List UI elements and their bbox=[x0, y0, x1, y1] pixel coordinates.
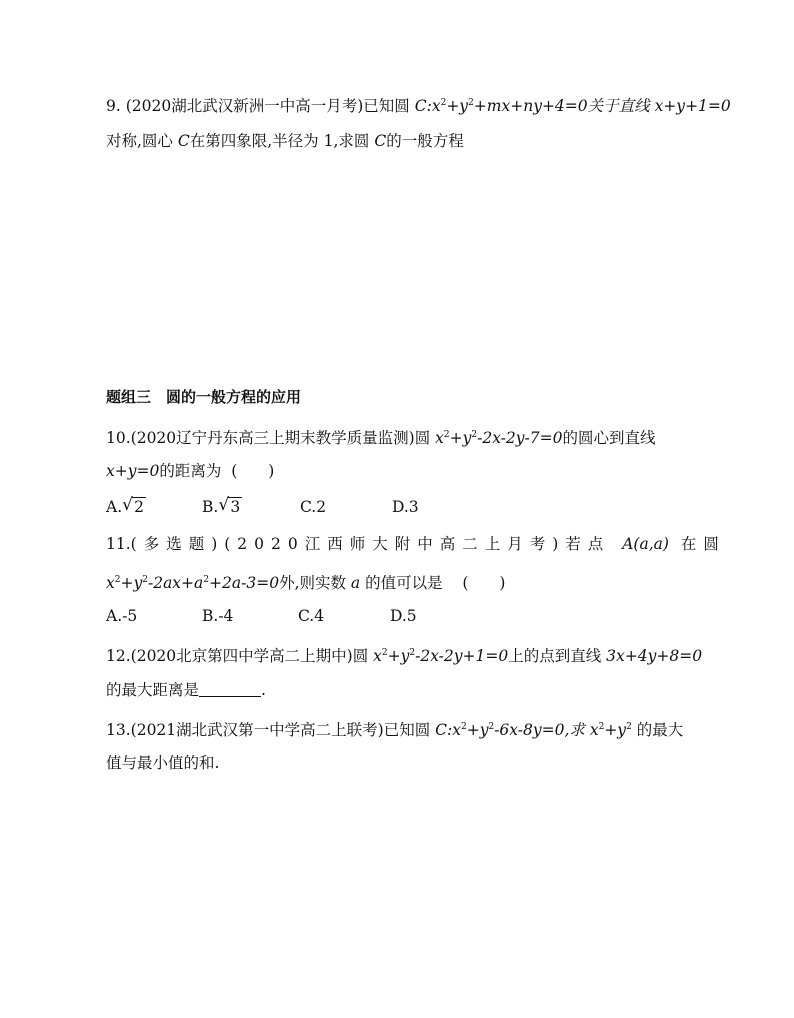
question-source: (2021湖北武汉第一中学高二上联考) bbox=[130, 721, 384, 739]
option-c: C.2 bbox=[300, 498, 327, 516]
question-number: 10. bbox=[106, 429, 131, 447]
question-source: (2020北京第四中学高二上期中) bbox=[130, 647, 353, 665]
question-number: 9. bbox=[106, 97, 121, 115]
option-d: D.3 bbox=[392, 498, 419, 516]
option-d: D.5 bbox=[390, 607, 417, 625]
math-expression: $x^2+y^2-2x-2y+1=0$ bbox=[373, 647, 509, 665]
question-source: (2020辽宁丹东高三上期末教学质量监测) bbox=[130, 429, 415, 447]
math-expression: $x^2+y^2-2ax+a^2+2a-3=0$ bbox=[106, 574, 280, 592]
question-10-options bbox=[106, 496, 419, 518]
question-number: 12. bbox=[106, 647, 131, 665]
math-expression: $C:x^2+y^2-6x-8y=0$,求 $x^2+y^2$ bbox=[435, 721, 632, 739]
question-13-line-2: 值与最小值的和. bbox=[106, 754, 220, 772]
option-c: C.4 bbox=[298, 607, 325, 625]
math-expression: $x^2+y^2-2x-2y-7=0$ bbox=[435, 429, 563, 447]
option-b: B. √ 3 bbox=[202, 495, 241, 516]
option-a: A.-5 bbox=[106, 607, 138, 625]
math-expression: $C:x^2+y^2+mx+ny+4=0$关于直线 x+y+1=0 bbox=[414, 97, 731, 115]
question-source: (2020湖北武汉新洲一中高一月考) bbox=[125, 97, 364, 115]
answer-bracket: ( ) bbox=[231, 462, 275, 480]
question-11-options bbox=[106, 605, 417, 627]
question-number: 11. bbox=[106, 535, 131, 553]
question-11-line-1: 11.(多选题)(2020江西师大附中高二上月考)若点 A(a,a) 在圆 bbox=[106, 535, 726, 553]
question-number: 13. bbox=[106, 721, 131, 739]
question-11-line-2: $x^2+y^2-2ax+a^2+2a-3=0$外,则实数 a 的值可以是 ( ) bbox=[106, 574, 506, 592]
answer-bracket: ( ) bbox=[462, 574, 506, 592]
section-heading: 题组三 圆的一般方程的应用 bbox=[106, 388, 302, 406]
question-10-line-1: 10.(2020辽宁丹东高三上期末教学质量监测)圆 $x^2+y^2-2x-2y-7=0$的圆心到直线 bbox=[106, 429, 656, 447]
question-12-line-1: 12.(2020北京第四中学高二上期中)圆 $x^2+y^2-2x-2y+1=0$上的点到直线 3x+4y+8=0 bbox=[106, 647, 703, 665]
question-9-line-2: 对称,圆心 C在第四象限,半径为 1,求圆 C的一般方程 bbox=[106, 132, 464, 150]
answer-blank[interactable] bbox=[199, 681, 261, 697]
question-12-line-2: 的最大距离是 . bbox=[106, 681, 266, 699]
option-a: A. √ 2 bbox=[106, 495, 144, 516]
question-13-line-1: 13.(2021湖北武汉第一中学高二上联考)已知圆 $C:x^2+y^2-6x-8y=0$,求 $x^2+y^2$ 的最大 bbox=[106, 721, 684, 739]
question-9-line-1: 9. (2020湖北武汉新洲一中高一月考)已知圆 $C:x^2+y^2+mx+ny+4=0$关于直线 x+y+1=0 bbox=[106, 97, 731, 115]
question-source: (多选题)(2020江西师大附中高二上月考) bbox=[130, 535, 566, 553]
question-10-line-2: x+y=0的距离为 ( ) bbox=[106, 462, 275, 480]
option-b: B.-4 bbox=[202, 607, 234, 625]
